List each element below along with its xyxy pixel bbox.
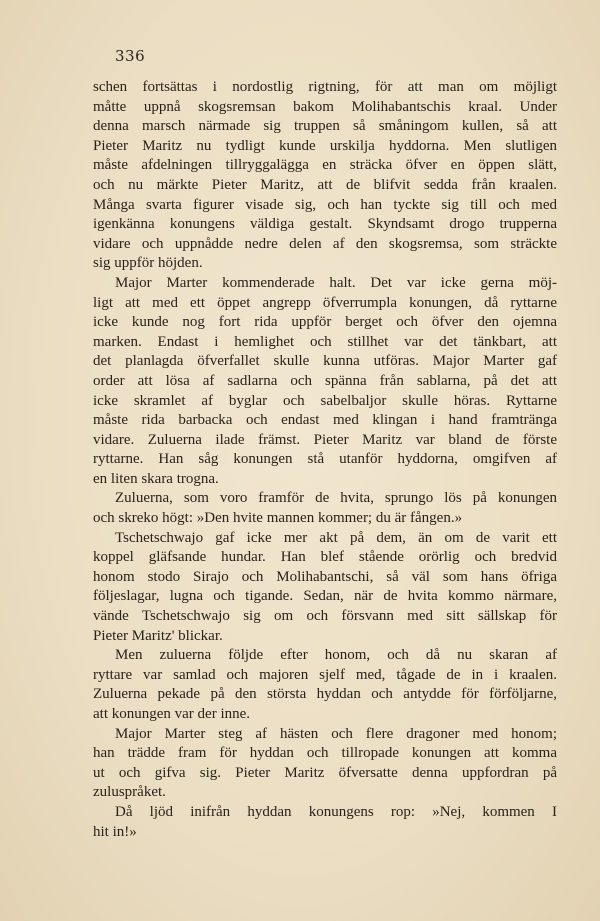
text-line: Pieter Maritz nu tydligt kunde urskilja hyddorna. Men slutligen [93,137,557,154]
body-text [93,78,557,842]
text-line: vidare. Zuluerna ilade främst. Pieter Maritz var bland de förste [93,431,557,448]
text-line: en liten skara trogna. [93,470,219,487]
text-line: Zuluerna, som voro framför de hvita, sprungo lös på konungen [115,490,557,507]
paragraph [93,489,557,528]
text-line: måste afdelningen tillryggalägga en sträcka öfver en öppen slätt, [93,157,557,174]
text-line: Major Marter steg af hästen och flere dragoner med honom; [115,725,557,742]
text-line: Major Marter kommenderade halt. Det var icke gerna möj- [115,274,557,291]
text-line: ryttare var samlad och majoren sjelf med, tågade de in i kraalen. [93,666,557,683]
text-line: måste rida barbacka och endast med klingan i hand framtränga [93,412,557,429]
paragraph [93,529,557,647]
text-line: ut och gifva sig. Pieter Maritz öfversatte denna uppfordran på [93,764,557,781]
text-line: att konungen var der inne. [93,706,251,722]
text-line: och nu märkte Pieter Maritz, att de blifvit sedda från kraalen. [93,176,557,193]
text-line: han trädde fram för hyddan och tillropade konungen att komma [93,745,557,762]
text-line: Zuluerna pekade på den största hyddan och antydde för förföljarne, [93,686,557,703]
paragraph [93,78,557,274]
text-line: zuluspråket. [93,784,166,801]
paragraph [93,725,557,803]
text-line: det planlagda öfverfallet skulle kunna utföras. Major Marter gaf [93,353,557,370]
page-number: 336 [115,47,146,65]
text-line: och skreko högt: »Den hvite mannen kommer; du är fången.» [93,510,463,527]
text-line: Men zuluerna följde efter honom, och då nu skaran af [115,647,557,664]
text-line: Då ljöd inifrån hyddan konungens rop: »Nej, kommen I [115,803,557,820]
text-line: koppel gläfsande hundar. Han blef stående orörlig och bredvid [93,549,557,566]
text-line: måtte uppnå skogsremsan bakom Molihabantschis kraal. Under [93,98,557,115]
text-line: vidare och uppnådde nedre delen af den skogsremsa, som sträckte [93,235,557,252]
paragraph [93,803,557,842]
text-line: hit in!» [93,823,137,840]
text-line: sig uppför höjden. [93,255,203,272]
text-line: honom stodo Sirajo och Molihabantschi, så väl som hans öfriga [93,568,557,585]
text-line: följeslagar, lugna och tigande. Sedan, när de hvita kommo närmare, [93,588,557,605]
text-line: icke kunde nog fort rida uppför berget och öfver den ojemna [93,314,557,331]
text-line: ligt att med ett öppet angrepp öfverrumpla konungen, då ryttarne [93,294,557,311]
text-line: Tschetschwajo gaf icke mer akt på dem, än om de varit ett [115,529,557,546]
text-line: Pieter Maritz' blickar. [93,627,223,644]
paragraph [93,274,557,490]
text-line: schen fortsättas i nordostlig rigtning, för att man om möjligt [93,79,557,95]
text-line: order att lösa af sadlarna och spänna från sablarna, på det att [93,372,557,389]
text-line: marken. Endast i hemlighet och stillhet var det tänkbart, att [93,333,557,350]
text-line: Många svarta figurer visade sig, och han tyckte sig till och med [93,196,557,213]
text-line: icke skramlet af byglar och sabelbaljor skulle höras. Ryttarne [93,392,557,409]
paragraph [93,646,557,724]
text-line: igenkänna konungens väldiga gestalt. Skyndsamt drogo trupperna [93,216,557,233]
text-line: denna marsch närmade sig truppen så småningom kullen, så att [93,118,557,135]
text-line: ryttarne. Han såg konungen stå utanför hyddorna, omgifven af [93,451,557,468]
text-line: vände Tschetschwajo sig om och försvann med sitt sällskap för [93,608,557,625]
